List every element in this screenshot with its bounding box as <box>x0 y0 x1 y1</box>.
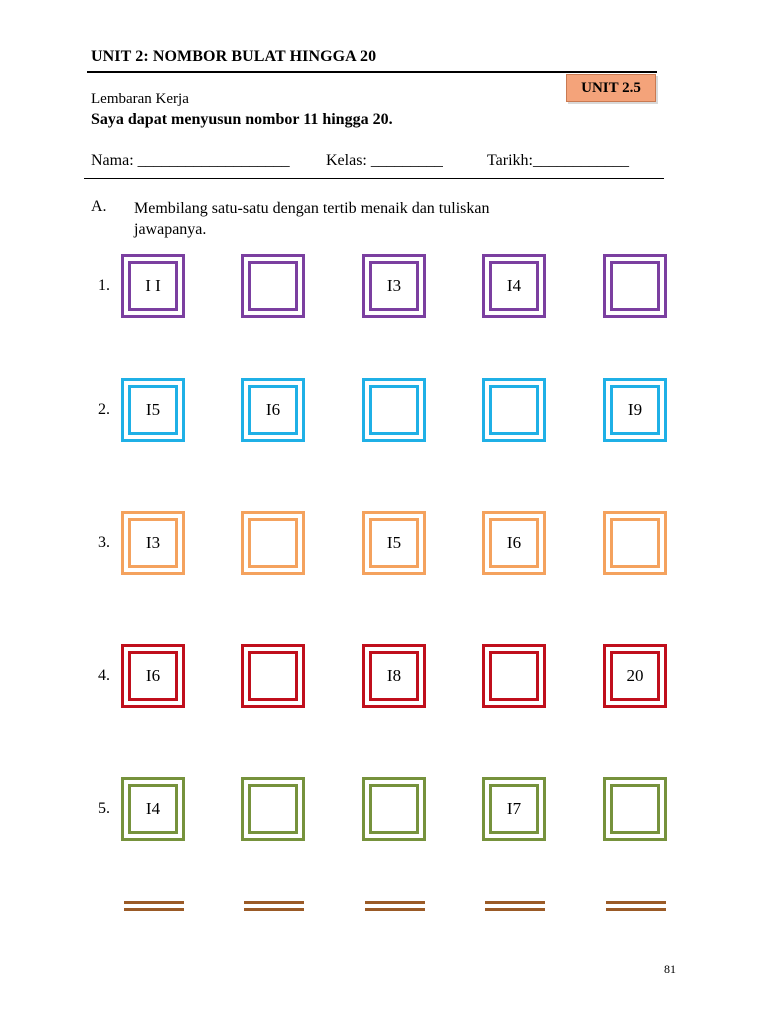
box-value: I3 <box>145 533 161 552</box>
number-box <box>121 644 185 708</box>
box-value: I8 <box>386 666 402 685</box>
box-value <box>606 514 664 572</box>
box-value: I5 <box>386 533 402 552</box>
double-underline-divider <box>244 901 304 911</box>
row-number: 4. <box>98 667 110 684</box>
number-box <box>482 511 546 575</box>
number-box <box>482 777 546 841</box>
box-value: I6 <box>506 533 522 552</box>
number-box <box>121 511 185 575</box>
box-value: 20 <box>626 666 644 685</box>
answer-box[interactable] <box>241 644 305 708</box>
box-value: I4 <box>506 276 522 295</box>
header-rule <box>87 71 657 73</box>
answer-box[interactable] <box>482 644 546 708</box>
number-box <box>362 644 426 708</box>
box-value <box>244 647 302 705</box>
box-value <box>606 780 664 838</box>
answer-box[interactable] <box>241 777 305 841</box>
number-box <box>362 254 426 318</box>
answer-box[interactable] <box>603 777 667 841</box>
double-underline-divider <box>124 901 184 911</box>
row-number: 2. <box>98 401 110 418</box>
date-field[interactable]: Tarikh:____________ <box>487 152 629 169</box>
box-value: I7 <box>506 799 522 818</box>
answer-box[interactable] <box>362 378 426 442</box>
answer-box[interactable] <box>241 511 305 575</box>
box-value <box>244 780 302 838</box>
double-underline-divider <box>606 901 666 911</box>
box-value: I6 <box>145 666 161 685</box>
section-letter: A. <box>91 198 107 215</box>
box-value <box>485 381 543 439</box>
number-box <box>121 378 185 442</box>
learning-objective: Saya dapat menyusun nombor 11 hingga 20. <box>91 111 393 128</box>
box-value <box>244 514 302 572</box>
box-value: I9 <box>627 400 643 419</box>
class-field[interactable]: Kelas: _________ <box>326 152 443 169</box>
row-number: 1. <box>98 277 110 294</box>
row-number: 3. <box>98 534 110 551</box>
page-number: 81 <box>664 962 676 976</box>
row-number: 5. <box>98 800 110 817</box>
answer-box[interactable] <box>362 777 426 841</box>
number-box <box>362 511 426 575</box>
box-value <box>606 257 664 315</box>
form-rule <box>84 178 664 179</box>
double-underline-divider <box>485 901 545 911</box>
number-box <box>121 777 185 841</box>
box-value <box>365 381 423 439</box>
box-value: I6 <box>265 400 281 419</box>
box-value: I5 <box>145 400 161 419</box>
box-value <box>365 780 423 838</box>
box-value: I4 <box>145 799 161 818</box>
section-instruction: Membilang satu-satu dengan tertib menaik dan tuliskan jawapanya. <box>134 200 490 238</box>
number-box <box>121 254 185 318</box>
box-value <box>244 257 302 315</box>
answer-box[interactable] <box>603 511 667 575</box>
name-field[interactable]: Nama: ___________________ <box>91 152 290 169</box>
box-value: I3 <box>386 276 402 295</box>
number-box <box>603 644 667 708</box>
answer-box[interactable] <box>603 254 667 318</box>
answer-box[interactable] <box>241 254 305 318</box>
answer-box[interactable] <box>482 378 546 442</box>
number-box <box>603 378 667 442</box>
number-box <box>241 378 305 442</box>
double-underline-divider <box>365 901 425 911</box>
box-value <box>485 647 543 705</box>
box-value: I I <box>145 276 161 295</box>
number-box <box>482 254 546 318</box>
unit-title: UNIT 2: NOMBOR BULAT HINGGA 20 <box>91 48 377 65</box>
unit-badge: UNIT 2.5 <box>566 74 656 102</box>
worksheet-label: Lembaran Kerja <box>91 91 189 107</box>
